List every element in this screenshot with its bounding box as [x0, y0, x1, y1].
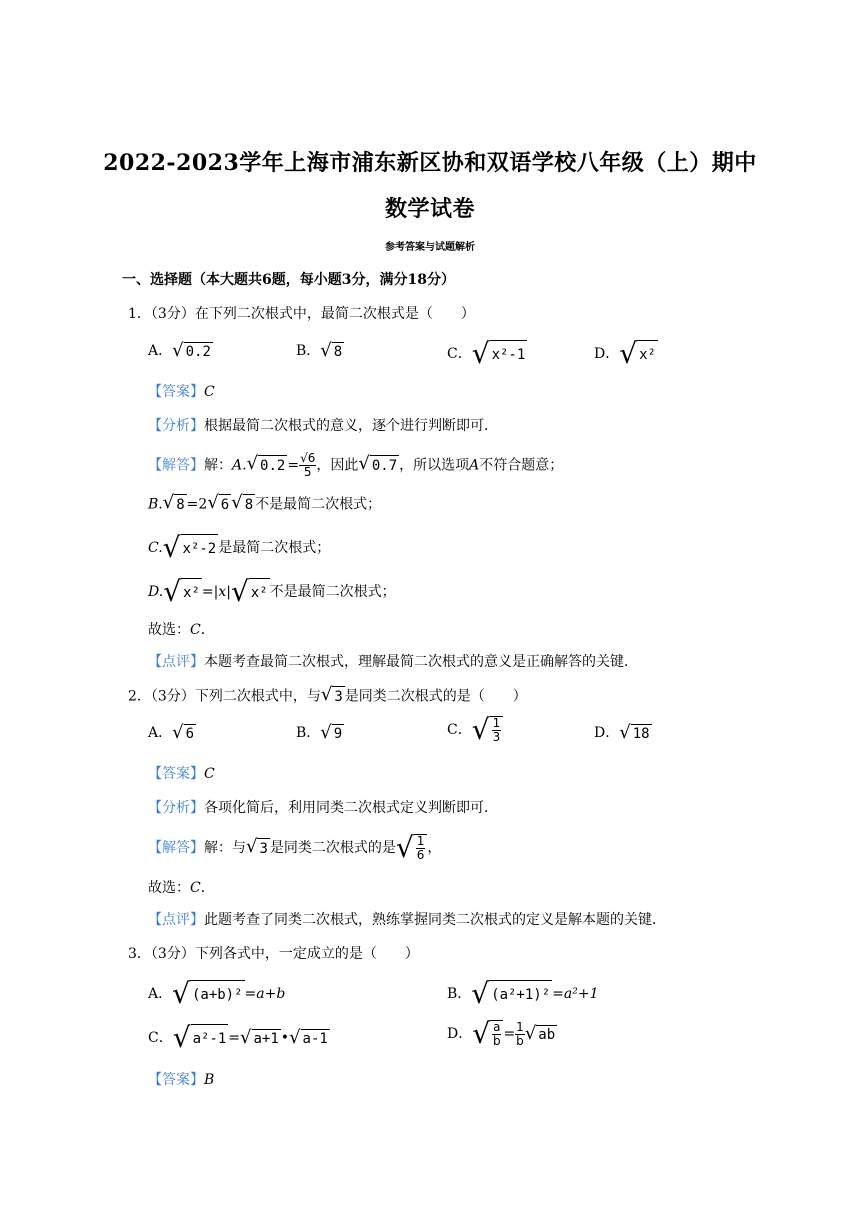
- subtitle: 参考答案与试题解析: [385, 242, 475, 253]
- q1-stem: 1．（3分）在下列二次根式中，最简二次根式是（ ）: [128, 306, 475, 322]
- title-line-1: 2022-2023学年上海市浦东新区协和双语学校八年级（上）期中: [103, 150, 757, 176]
- q1-choice: 故选：C．: [148, 622, 215, 638]
- q1-solution-a: 【解答】解：A. √ 0.2 = $\frac{√6}{5}$ ，因此 √ 0.7 ，所以选项A不符合题意；: [148, 451, 564, 479]
- q1-option-a: A． √ 0.2: [148, 340, 211, 361]
- q2-analysis: 【分析】各项化简后，利用同类二次根式定义判断即可．: [148, 800, 498, 816]
- q3-option-c: C． √ a²-1 = √ a+1 • √ a-1: [148, 1021, 328, 1054]
- q2-option-b: B． √ 9: [296, 722, 343, 743]
- q1-solution-b: B. √ 8 =2 √ 6 √ 8 不是最简二次根式；: [148, 492, 382, 513]
- title-line-2: 数学试卷: [384, 196, 475, 222]
- q1-option-c: C． √ x²-1: [447, 337, 526, 370]
- q3-option-b: B． √ (a²+1)² =a²+1: [447, 977, 599, 1010]
- q1-option-b: B． √ 8: [296, 340, 343, 361]
- q2-comment: 【点评】此题考查了同类二次根式，熟练掌握同类二次根式的定义是解本题的关键．: [148, 912, 666, 928]
- q2-stem: 2．（3分）下列二次根式中，与 √ 3 是同类二次根式的是（ ）: [128, 684, 527, 705]
- q3-option-d: D． √ $\frac{a}{b}$ = $\frac{1}{b}$ √ ab: [447, 1017, 556, 1050]
- q3-stem: 3．（3分）下列各式中，一定成立的是（ ）: [128, 946, 419, 962]
- q3-option-a: A． √ (a+b)² =a+b: [148, 977, 286, 1010]
- q1-comment: 【点评】本题考查最简二次根式，理解最简二次根式的意义是正确解答的关键．: [148, 654, 638, 670]
- q3-answer: 【答案】B: [148, 1072, 215, 1088]
- q2-option-a: A． √ 6: [148, 722, 195, 743]
- q2-answer: 【答案】C: [148, 766, 215, 782]
- q1-solution-c: C. √ x²-2 是最简二次根式；: [148, 531, 331, 564]
- q1-answer: 【答案】C: [148, 384, 215, 400]
- q2-option-d: D． √ 18: [594, 722, 650, 743]
- q2-choice: 故选：C．: [148, 880, 215, 896]
- q1-analysis: 【分析】根据最简二次根式的意义，逐个进行判断即可．: [148, 418, 498, 434]
- q2-option-c: C． √ $\frac{1}{3}$: [447, 716, 503, 744]
- section-heading: 一、选择题（本大题共6题，每小题3分，满分18分）: [122, 272, 455, 288]
- q2-solution: 【解答】解：与 √ 3 是同类二次根式的是 √ $\frac{1}{6}$ ，: [148, 831, 442, 864]
- q1-option-d: D． √ x²: [594, 337, 656, 370]
- q1-solution-d: D. √ x² =|x| √ x² 不是最简二次根式；: [148, 575, 396, 608]
